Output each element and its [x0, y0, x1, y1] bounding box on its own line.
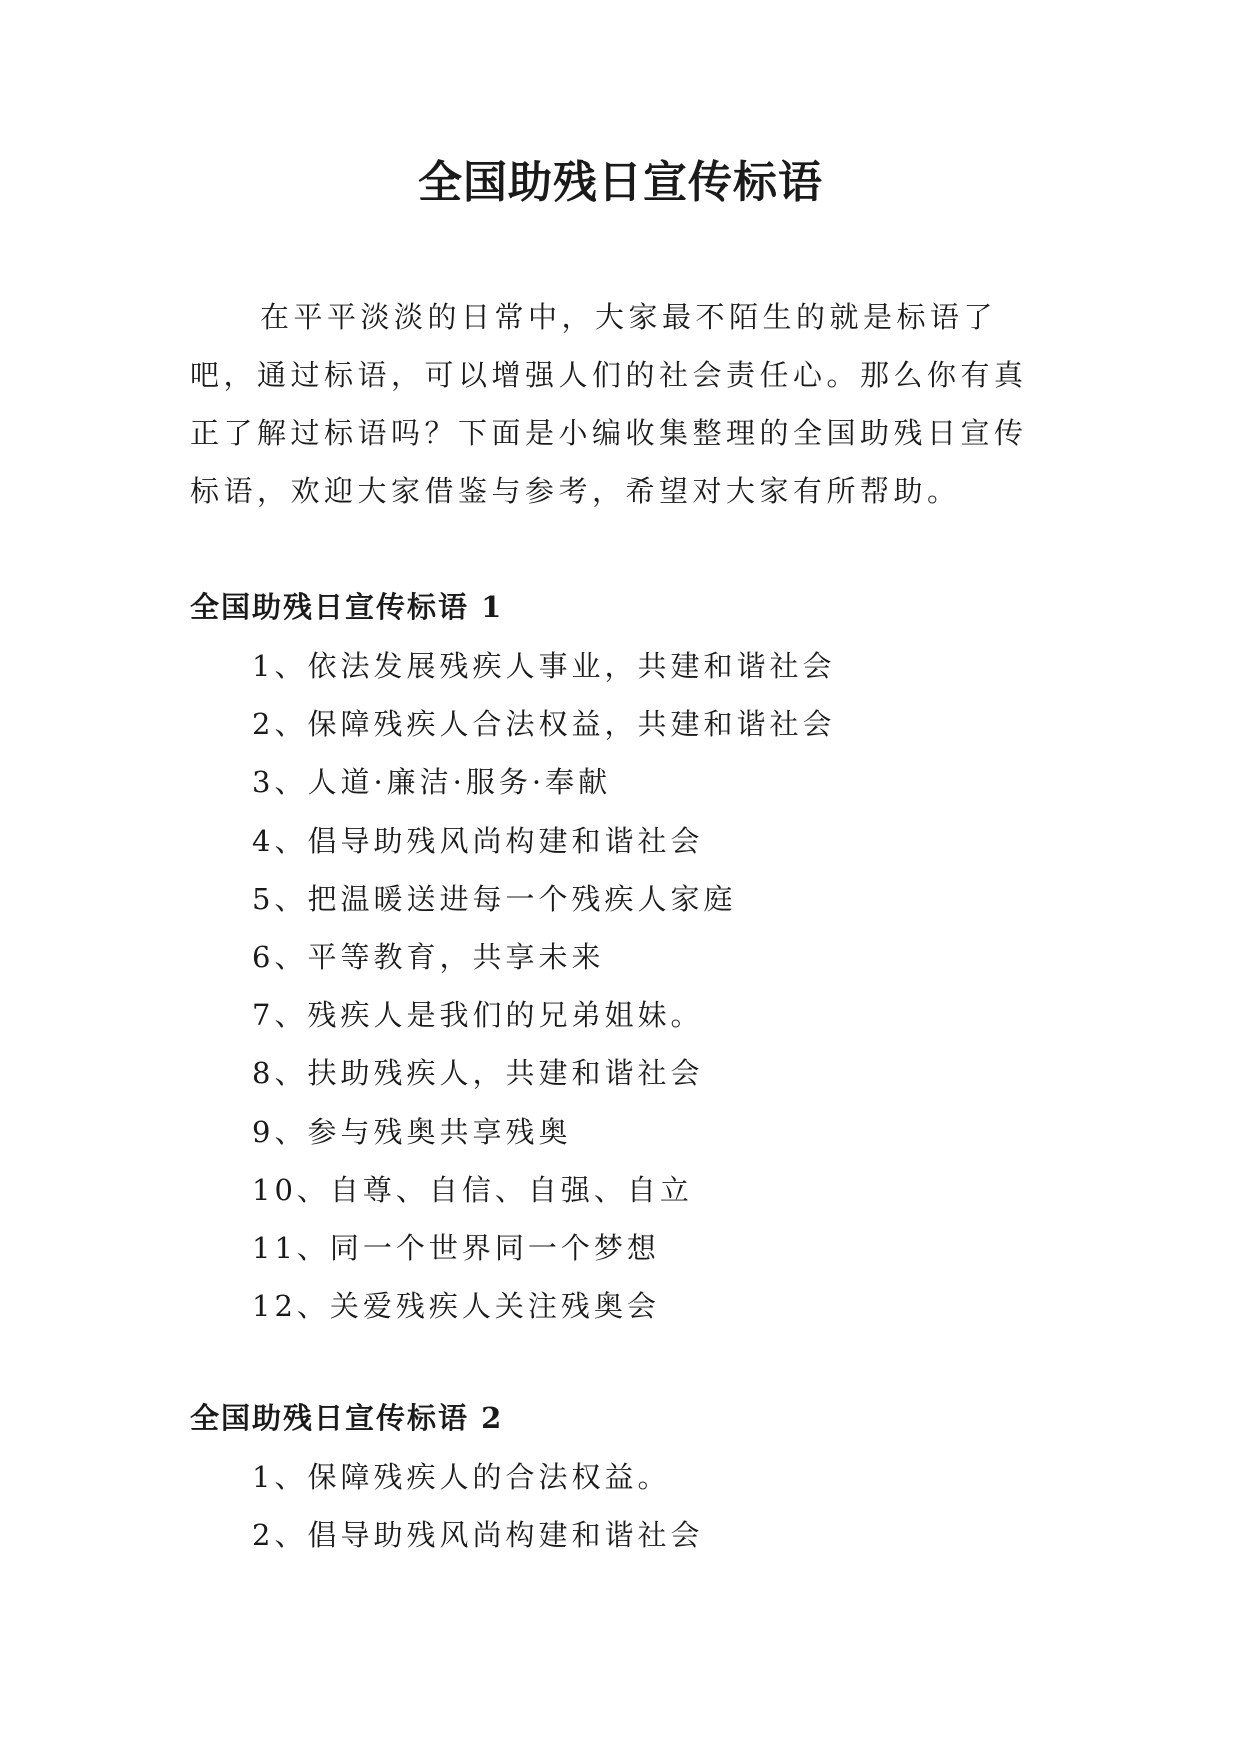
list-item: 2、倡导助残风尚构建和谐社会 — [252, 1518, 704, 1553]
slogan-list-1 — [252, 637, 835, 1335]
list-item: 1、保障残疾人的合法权益。 — [252, 1460, 671, 1494]
intro-paragraph: 在平平淡淡的日常中，大家最不陌生的就是标语了吧，通过标语，可以增强人们的社会责任心。那么你有真正了解过标语吗？下面是小编收集整理的全国助残日宣传标语，欢迎大家借鉴与参考，希望对大家有所帮助。 — [190, 300, 1028, 508]
section-heading-2: 全国助残日宣传标语 2 — [190, 1401, 504, 1435]
list-item: 3、人道·廉洁·服务·奉献 — [252, 765, 612, 800]
list-item: 7、残疾人是我们的兄弟姐妹。 — [252, 998, 704, 1033]
list-item: 5、把温暖送进每一个残疾人家庭 — [252, 881, 737, 916]
list-item: 11、同一个世界同一个梦想 — [252, 1230, 660, 1265]
document-title: 全国助残日宣传标语 — [418, 157, 823, 208]
section-heading-1: 全国助残日宣传标语 1 — [190, 590, 504, 624]
list-item: 8、扶助残疾人，共建和谐社会 — [252, 1056, 704, 1091]
list-item: 10、自尊、自信、自强、自立 — [252, 1172, 693, 1207]
list-item: 1、依法发展残疾人事业，共建和谐社会 — [252, 649, 836, 683]
list-item: 4、倡导助残风尚构建和谐社会 — [252, 823, 704, 858]
list-item: 2、保障残疾人合法权益，共建和谐社会 — [252, 707, 836, 742]
list-item: 9、参与残奥共享残奥 — [252, 1114, 572, 1149]
slogan-list-2 — [252, 1448, 703, 1564]
list-item: 6、平等教育，共享未来 — [252, 939, 605, 974]
list-item: 12、关爱残疾人关注残奥会 — [252, 1289, 660, 1324]
